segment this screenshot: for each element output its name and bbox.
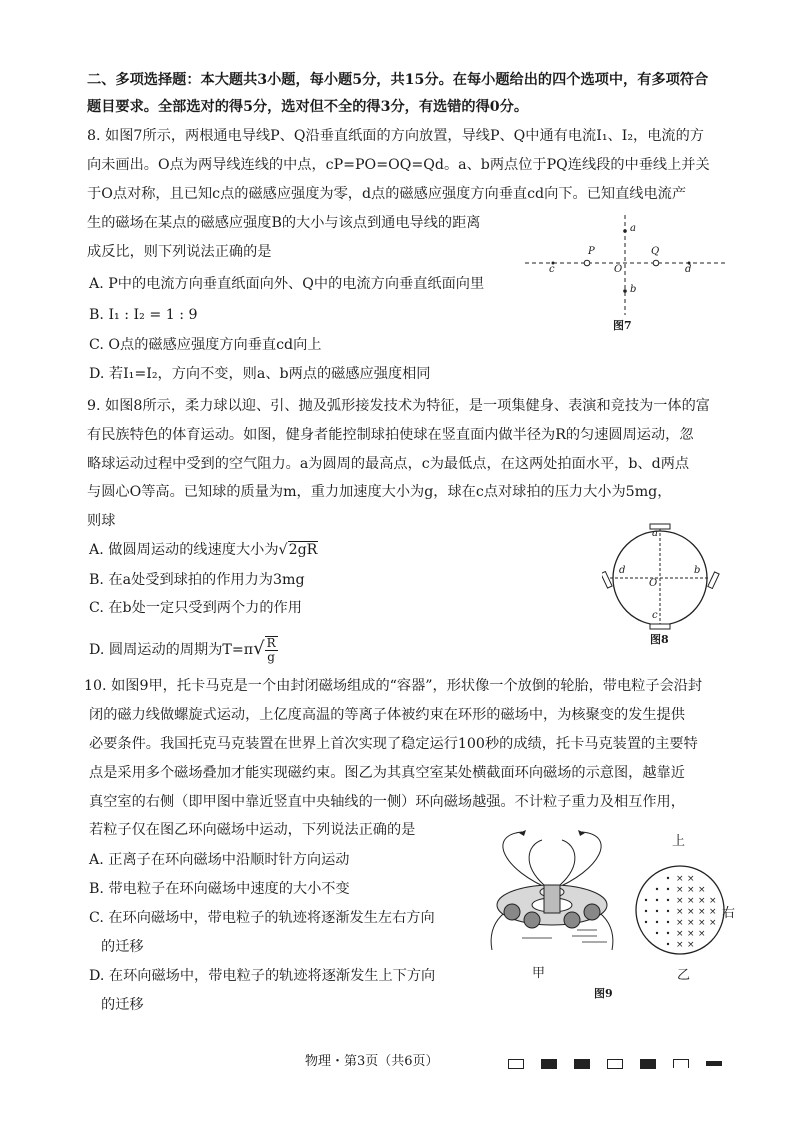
fig9-caption: 图9	[594, 987, 613, 1000]
fig7-label-p: P	[588, 246, 595, 257]
q10-option-d-line1: D. 在环向磁场中，带电粒子的轨迹将逐渐发生上下方向	[89, 968, 436, 984]
section-heading-line2: 题目要求。全部选对的得5分，选对但不全的得3分，有选错的得0分。	[87, 99, 529, 115]
q10-option-c-line1: C. 在环向磁场中，带电粒子的轨迹将逐渐发生左右方向	[89, 910, 435, 926]
q8-option-b: B. I₁ : I₂ = 1 : 9	[89, 307, 198, 323]
footer-box	[607, 1059, 623, 1069]
q10-line6: 若粒子仅在图乙环向磁场中运动，下列说法正确的是	[89, 822, 416, 838]
section-heading-line1: 二、多项选择题：本大题共3小题，每小题5分，共15分。在每小题给出的四个选项中，有多项符合	[87, 72, 709, 88]
q9-option-c: C. 在b处一定只受到两个力的作用	[89, 600, 302, 616]
fig8-label-a: a	[652, 528, 658, 539]
field-cross: ×	[709, 918, 717, 928]
q8-line3: 于O点对称，且已知c点的磁感应强度为零，d点的磁感应强度方向垂直cd向下。已知直线电流产	[87, 186, 687, 202]
q10-option-c-line2: 的迁移	[101, 939, 144, 955]
q10-option-a: A. 正离子在环向磁场中沿顺时针方向运动	[89, 852, 350, 868]
fig8-caption: 图8	[650, 633, 669, 646]
cross-section-diagram	[632, 862, 732, 962]
q9-option-d-fraction	[265, 636, 278, 664]
field-dot	[656, 910, 658, 912]
field-cross: ×	[698, 896, 706, 906]
q8-option-d: D. 若I₁=I₂，方向不变，则a、b两点的磁感应强度相同	[89, 366, 431, 382]
fig9-label-right: 右	[722, 906, 736, 921]
fig8-label-d: d	[619, 565, 626, 576]
fig7-label-o: O	[614, 264, 623, 275]
q9-line2: 有民族特色的体育运动。如图，健身者能控制球拍使球在竖直面内做半径为R的匀速圆周运动，忽	[87, 427, 694, 443]
q9-option-d-den: g	[267, 650, 275, 664]
q8-line5: 成反比，则下列说法正确的是	[87, 244, 272, 260]
field-cross: ×	[698, 885, 706, 895]
q10-line3: 必要条件。我国托克马克装置在世界上首次实现了稳定运行100秒的成绩，托卡马克装置的主要特	[89, 736, 698, 752]
fig8-label-b: b	[694, 565, 701, 576]
figure-7-diagram	[525, 215, 730, 320]
field-cross: ×	[687, 940, 695, 950]
field-cross: ×	[676, 929, 684, 939]
field-dot	[656, 899, 658, 901]
fig9-label-top: 上	[672, 834, 686, 849]
field-cross: ×	[687, 896, 695, 906]
field-cross: ×	[687, 874, 695, 884]
field-dot	[667, 899, 669, 901]
figure-8	[602, 518, 722, 648]
q9-option-d-text: D. 圆周运动的周期为T=π	[89, 642, 254, 658]
q9-option-d-sqrt-sign: √	[253, 638, 265, 659]
field-cross: ×	[687, 929, 695, 939]
field-cross: ×	[709, 896, 717, 906]
q9-line3: 略球运动过程中受到的空气阻力。a为圆周的最高点，c为最低点，在这两处拍面水平，b、d两点	[87, 456, 690, 472]
page-footer: 物理・第3页（共6页）	[305, 1054, 439, 1069]
field-dot	[656, 888, 658, 890]
q9-option-d-num: R	[266, 636, 276, 650]
tokamak-illustration	[482, 830, 622, 965]
q9-option-a-radicand: 2gR	[288, 542, 318, 558]
q9-option-b: B. 在a处受到球拍的作用力为3mg	[89, 572, 305, 588]
field-cross: ×	[676, 896, 684, 906]
footer-box	[541, 1059, 557, 1069]
footer-box	[508, 1059, 524, 1069]
q10-line2: 闭的磁力线做螺旋式运动，上亿度高温的等离子体被约束在环形的磁场中，为核聚变的发生提供	[89, 707, 685, 723]
q8-line4: 生的磁场在某点的磁感应强度B的大小与该点到通电导线的距离	[87, 215, 481, 231]
footer-box	[706, 1061, 722, 1066]
field-cross: ×	[698, 907, 706, 917]
figure-7	[525, 215, 730, 340]
q10-line1: 10. 如图9甲，托卡马克是一个由封闭磁场组成的“容器”，形状像一个放倒的轮胎，带电粒子会沿封	[84, 678, 703, 694]
q9-line5: 则球	[87, 513, 116, 529]
field-dot	[667, 910, 669, 912]
fig7-label-a: a	[630, 223, 636, 234]
q9-option-a-text: A. 做圆周运动的线速度大小为	[89, 542, 279, 558]
field-dot	[645, 899, 647, 901]
fig7-label-b: b	[630, 284, 637, 295]
figure-9	[482, 830, 742, 1010]
field-dot	[645, 921, 647, 923]
field-dot	[667, 888, 669, 890]
footer-marker-boxes	[508, 1053, 739, 1072]
field-cross: ×	[676, 885, 684, 895]
field-dot	[667, 877, 669, 879]
footer-box	[673, 1059, 689, 1068]
field-cross: ×	[698, 929, 706, 939]
footer-box	[574, 1059, 590, 1069]
field-cross: ×	[709, 907, 717, 917]
q9-line4: 与圆心O等高。已知球的质量为m，重力加速度大小为g，球在c点对球拍的压力大小为5mg，	[87, 484, 672, 500]
fig7-label-d: d	[685, 264, 692, 275]
q10-option-b: B. 带电粒子在环向磁场中速度的大小不变	[89, 881, 350, 897]
q9-line1: 9. 如图8所示，柔力球以迎、引、抛及弧形接发技术为特征，是一项集健身、表演和竞技为一体的富	[87, 398, 710, 414]
field-dot	[667, 943, 669, 945]
q8-line2: 向未画出。O点为两导线连线的中点，cP=PO=OQ=Qd。a、b两点位于PQ连线段的中垂线上并关	[87, 157, 710, 173]
field-cross: ×	[687, 918, 695, 928]
field-cross: ×	[687, 885, 695, 895]
field-cross: ×	[676, 874, 684, 884]
field-cross: ×	[687, 907, 695, 917]
fig9-label-yi: 乙	[677, 968, 691, 983]
field-cross: ×	[676, 907, 684, 917]
q9-option-a	[89, 540, 318, 560]
field-cross: ×	[698, 918, 706, 928]
fig9-label-jia: 甲	[532, 966, 546, 981]
footer-box	[640, 1059, 656, 1069]
field-dot	[667, 921, 669, 923]
q10-option-d-line2: 的迁移	[101, 997, 144, 1013]
field-dot	[656, 932, 658, 934]
field-cross: ×	[676, 940, 684, 950]
q8-line1: 8. 如图7所示，两根通电导线P、Q沿垂直纸面的方向放置，导线P、Q中通有电流I₁、I₂，电流的方	[87, 128, 704, 144]
field-cross: ×	[676, 918, 684, 928]
fig8-label-o: O	[649, 578, 658, 589]
field-dot	[667, 932, 669, 934]
fig7-label-q: Q	[651, 246, 660, 257]
q9-option-a-sqrt: √2gR	[278, 542, 318, 558]
fig7-caption: 图7	[613, 319, 632, 332]
q10-line4: 点是采用多个磁场叠加才能实现磁约束。图乙为其真空室某处横截面环向磁场的示意图，越靠近	[89, 765, 685, 781]
q8-option-a: A. P中的电流方向垂直纸面向外、Q中的电流方向垂直纸面向里	[89, 276, 485, 292]
field-dot	[645, 910, 647, 912]
q9-option-d	[89, 636, 278, 664]
field-dot	[656, 921, 658, 923]
fig7-label-c: c	[549, 264, 555, 275]
q10-line5: 真空室的右侧（即甲图中靠近竖直中央轴线的一侧）环向磁场越强。不计粒子重力及相互作用，	[89, 794, 685, 810]
q8-option-c: C. O点的磁感应强度方向垂直cd向上	[89, 337, 322, 353]
fig8-label-c: c	[652, 610, 658, 621]
